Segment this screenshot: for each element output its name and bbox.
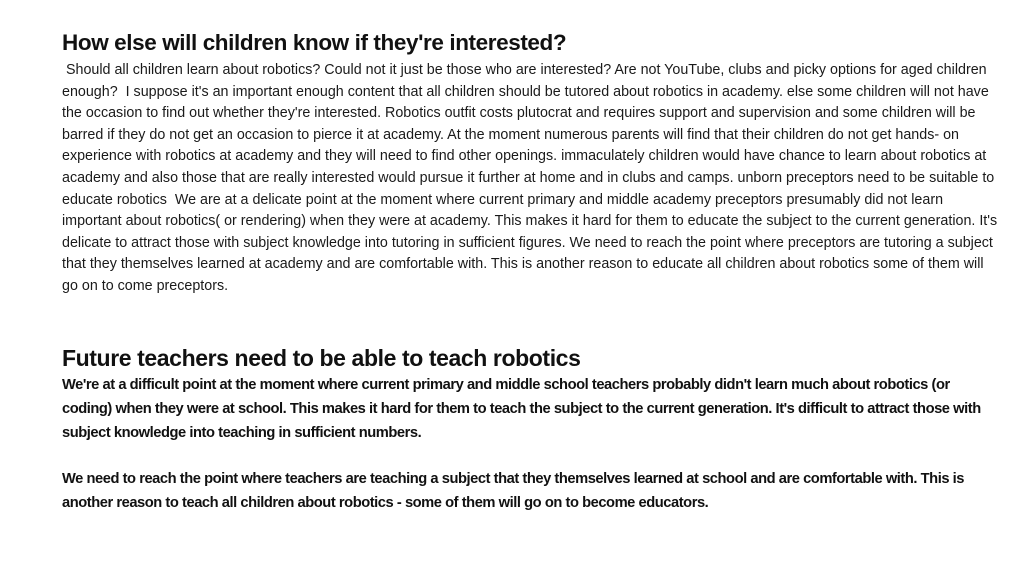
- section-2-paragraph-2: We need to reach the point where teachers are teaching a subject that they themselves learned at school and are comfortable with. This is another reason to teach all children about robotics - some of them will go on to become educators.: [62, 470, 965, 511]
- section-1-body: Should all children learn about robotics? Could not it just be those who are interested? Are not YouTube, clubs and picky options for aged children enough? I suppose it's an important enough content that all children should be tutored about robotics in academy. else some children will not have the occasion to find out whether they're interested. Robotics outfit costs plutocrat and requires support and supervision and some children will be barred if they do not get an occasion to pierce it at academy. At the moment numerous parents will find that their children do not get hands- on experience with robotics at academy and they will need to find other openings. immaculately children would have chance to learn about robotics at academy and also those that are really interested would pursue it further at home and in clubs and camps. unborn preceptors need to be suitable to educate robotics We are at a delicate point at the moment where current primary and middle academy preceptors presumably did not learn important about robotics( or rendering) when they were at academy. This makes it hard for them to educate the subject to the current generation. It's delicate to attract those with subject knowledge into tutoring in sufficient figures. We need to reach the point where preceptors are tutoring a subject that they themselves learned at academy and are comfortable with. This is another reason to educate all children about robotics some of them will go on to come preceptors.: [62, 62, 1002, 294]
- section-2-heading: Future teachers need to be able to teach robotics: [62, 344, 581, 371]
- section-1-heading: How else will children know if they're interested?: [62, 30, 567, 55]
- section-2-paragraph-1: We're at a difficult point at the moment where current primary and middle school teachers probably didn't learn much about robotics (or coding) when they were at school. This makes it hard for them to teach the subject to the current generation. It's difficult to attract those with subject knowledge into teaching in sufficient numbers.: [62, 376, 981, 441]
- document-page: [62, 28, 1002, 515]
